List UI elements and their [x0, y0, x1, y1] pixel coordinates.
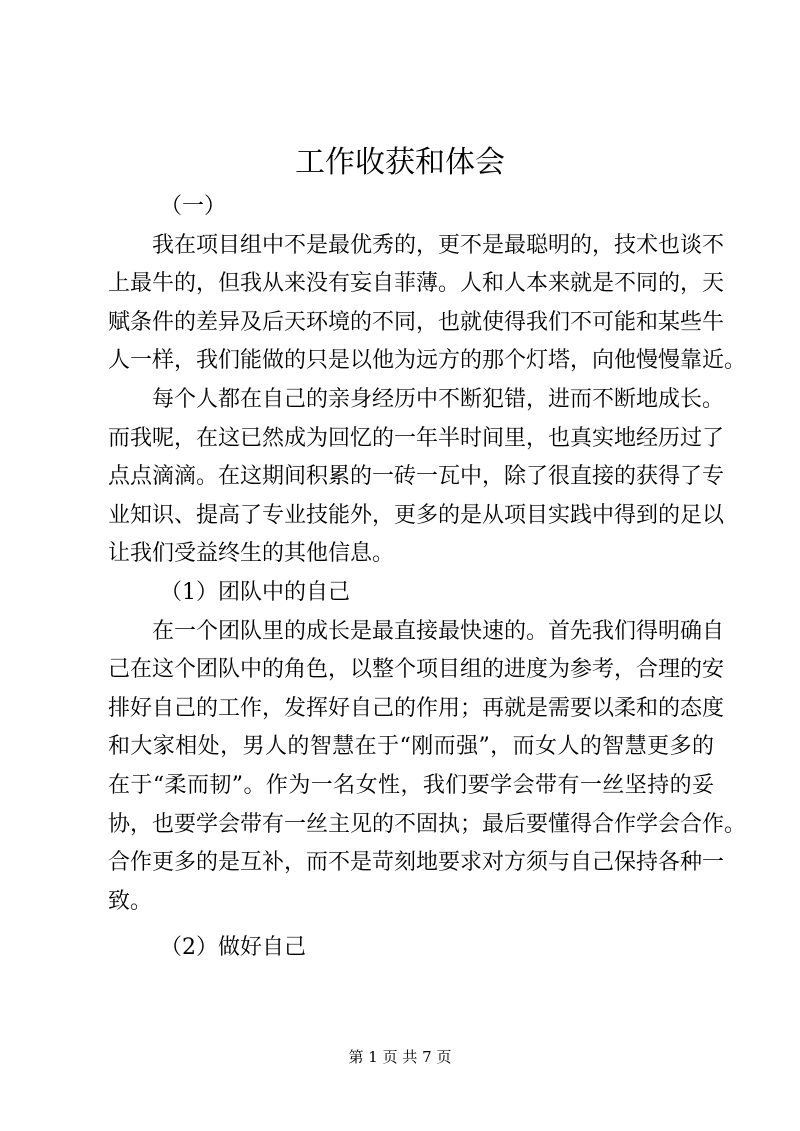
paragraph-line: 在于“柔而韧”。作为一名女性，我们要学会带有一丝坚持的妥 [108, 772, 714, 798]
paragraph-line: 上最牛的，但我从来没有妄自菲薄。人和人本来就是不同的，天 [108, 271, 725, 297]
section-marker: （一） [160, 194, 227, 219]
subheading-team: （1）团队中的自己 [160, 579, 350, 605]
paragraph-line: 和大家相处，男人的智慧在于“刚而强”，而女人的智慧更多的 [108, 734, 714, 760]
paragraph-line: 合作更多的是互补，而不是苛刻地要求对方须与自己保持各种一 [108, 850, 725, 876]
paragraph-line: 己在这个团队中的角色，以整个项目组的进度为参考，合理的安 [108, 657, 725, 683]
paragraph-line: 人一样，我们能做的只是以他为远方的那个灯塔，向他慢慢靠近。 [108, 348, 747, 374]
page-footer: 第 1 页 共 7 页 [348, 1048, 452, 1066]
document-title: 工作收获和体会 [295, 145, 505, 180]
paragraph-line: 而我呢，在这已然成为回忆的一年半时间里，也真实地经历过了 [108, 425, 725, 451]
document-body [108, 188, 747, 968]
paragraph-line: 点点滴滴。在这期间积累的一砖一瓦中，除了很直接的获得了专 [108, 464, 725, 490]
paragraph-line: 业知识、提高了专业技能外，更多的是从项目实践中得到的足以 [108, 502, 725, 528]
paragraph-line: 每个人都在自己的亲身经历中不断犯错，进而不断地成长。 [152, 386, 725, 412]
paragraph-line: 让我们受益终生的其他信息。 [108, 541, 395, 567]
paragraph-line: 我在项目组中不是最优秀的，更不是最聪明的，技术也谈不 [152, 232, 725, 258]
paragraph-line: 赋条件的差异及后天环境的不同，也就使得我们不可能和某些牛 [108, 309, 725, 335]
paragraph-line: 在一个团队里的成长是最直接最快速的。首先我们得明确自 [152, 618, 725, 644]
subheading-self: （2）做好自己 [160, 935, 306, 961]
paragraph-line: 致。 [108, 888, 153, 914]
spacer [108, 921, 714, 929]
paragraph-2 [108, 381, 725, 574]
paragraph-1 [108, 227, 747, 381]
paragraph-line: 协，也要学会带有一丝主见的不固执；最后要懂得合作学会合作。 [108, 811, 747, 837]
paragraph-line: 排好自己的工作，发挥好自己的作用；再就是需要以柔和的态度 [108, 695, 725, 721]
paragraph-3 [108, 613, 747, 922]
